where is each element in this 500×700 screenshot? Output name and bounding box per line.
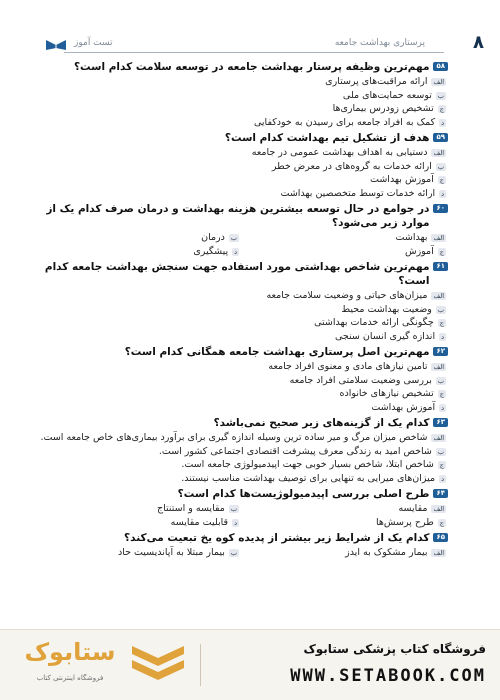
question-number-badge: ۶۲ [433,347,448,356]
question-number-badge: ۶۴ [433,489,448,498]
answer-option [38,102,446,116]
answer-option [245,516,446,530]
answer-option [38,374,446,388]
option-text: بیمار مشکوک به ایدز [345,547,428,558]
option-letter-badge: ب [230,549,237,557]
page-header [0,0,500,58]
answer-options [38,360,448,414]
option-text: توسعه حمایت‌های ملی [342,89,432,101]
option-letter-badge: ب [230,234,237,242]
answer-options [38,289,448,343]
option-text: ارائه خدمات به گروه‌های در معرض خطر [271,160,432,172]
option-text: ارائه مراقبت‌های پرستاری [325,76,428,87]
question-stem [38,345,448,359]
question-stem [38,531,448,545]
answer-option [245,546,446,560]
answer-option [245,502,446,516]
question-text: هدف از تشکیل تیم بهداشت کدام است؟ [224,132,430,144]
answer-option [38,458,446,472]
question-text: کدام یک از گزینه‌های زیر صحیح نمی‌باشد؟ [213,417,430,429]
question-item [38,345,448,414]
option-text: ارائه خدمات توسط متخصصین بهداشت [280,187,436,199]
option-letter-badge: ب [437,447,444,456]
question-number-badge: ۶۱ [433,262,448,271]
option-text: شاخص میزان مرگ و میر ساده ترین وسیله اندازه گیری برای برآورد بیماری‌های خاص جامعه است. [40,432,428,443]
question-stem [38,487,448,501]
question-item [38,202,448,258]
option-letter-badge: د [441,403,444,412]
answer-option [38,387,446,401]
answer-option [38,316,446,330]
book-title: پرستاری بهداشت جامعه [334,38,425,48]
option-text: دستیابی به اهداف بهداشت عمومی در جامعه [251,147,428,158]
answer-option [38,289,446,303]
option-text: میزان‌های حیاتی و وضعیت سلامت جامعه [266,290,428,301]
answer-options [38,431,448,485]
answer-option [245,245,446,259]
option-letter-badge: ج [439,247,444,256]
question-number-badge: ۵۸ [433,62,448,71]
answer-option [38,303,446,317]
option-text: آموزش بهداشت [371,401,436,413]
book-stack-logo-icon [128,640,188,686]
publisher-name: تست آموز [74,38,113,48]
question-stem [38,202,448,230]
answer-option [38,401,446,415]
answer-options [38,231,448,258]
option-letter-badge: الف [433,549,444,557]
answer-option [38,546,239,560]
option-letter-badge: د [234,247,237,256]
question-text: طرح اصلی بررسی اپیدمیولوژیست‌ها کدام است؟ [177,488,430,500]
option-letter-badge: د [441,332,444,341]
answer-option [38,231,239,245]
option-letter-badge: د [441,118,444,127]
option-letter-badge: الف [433,149,444,157]
header-divider [64,52,444,53]
question-text: کدام یک از شرایط زیر بیشتر از پدیده کوه یخ تبعیت می‌کند؟ [124,532,430,544]
option-text: آموزش بهداشت [370,174,434,185]
question-number-badge: ۵۹ [433,133,448,142]
option-letter-badge: ب [437,376,444,385]
option-text: اندازه گیری انسان سنجی [334,330,436,342]
option-text: آموزش [404,245,434,257]
answer-option [38,502,239,516]
question-item [38,260,448,343]
answer-option [38,146,446,160]
option-letter-badge: الف [433,505,444,513]
question-stem [38,416,448,430]
question-text: در جوامع در حال توسعه بیشترین هزینه بهداشت و درمان صرف کدام یک از موارد زیر می‌شود؟ [46,203,430,229]
question-stem [38,260,448,288]
answer-option [38,187,446,201]
question-number-badge: ۶۳ [433,418,448,427]
option-letter-badge: ب [230,505,237,513]
option-letter-badge: د [441,189,444,198]
question-item [38,531,448,560]
option-text: طرح پرسش‌ها [375,516,434,528]
question-list [38,60,448,630]
option-letter-badge: ج [439,461,444,469]
answer-options [38,75,448,129]
answer-option [38,245,239,259]
answer-option [38,360,446,374]
option-letter-badge: ج [439,518,444,527]
option-letter-badge: ج [439,105,444,113]
answer-option [38,472,446,486]
option-text: بررسی وضعیت سلامتی افراد جامعه [289,374,432,386]
question-stem [38,131,448,145]
question-item [38,487,448,529]
option-letter-badge: ب [437,305,444,314]
option-text: تشخیص نیازهای خانواده [339,388,434,399]
footer-banner[interactable] [0,629,500,700]
option-text: تشخیص زودرس بیماری‌ها [332,103,434,114]
option-letter-badge: ج [439,390,444,398]
option-text: بیمار مبتلا به آپاندیسیت حاد [117,547,225,558]
question-item [38,131,448,200]
answer-options [38,146,448,200]
option-text: پیشگیری [193,245,229,257]
publisher-logo-icon [44,36,68,52]
answer-option [38,445,446,459]
store-logo-text: ستابوک [24,638,116,666]
option-text: میزان‌های میرایی به تنهایی برای توصیف بهداشت مناسب نیستند. [181,472,436,484]
option-text: درمان [201,232,225,243]
option-letter-badge: ج [439,176,444,184]
option-letter-badge: ب [437,91,444,100]
store-url[interactable]: WWW.SETABOOK.COM [290,666,486,686]
question-number-badge: ۶۰ [433,204,448,213]
option-letter-badge: ج [439,319,444,327]
answer-option [38,160,446,174]
answer-options [38,546,448,560]
store-logo-subtitle: فروشگاه اینترنتی کتاب [36,674,104,682]
option-letter-badge: الف [433,292,444,300]
question-text: مهم‌ترین شاخص بهداشتی مورد استفاده جهت سنجش بهداشت جامعه کدام است؟ [44,261,430,287]
option-text: مقایسه و استنتاج [157,503,225,514]
question-stem [38,60,448,74]
question-text: مهم‌ترین اصل پرستاری بهداشت جامعه همگانی کدام است؟ [124,346,430,358]
answer-option [38,75,446,89]
option-text: تامین نیازهای مادی و معنوی افراد جامعه [268,361,428,372]
store-name: فروشگاه کتاب پزشکی ستابوک [303,642,486,656]
answer-options [38,502,448,529]
option-text: چگونگی ارائه خدمات بهداشتی [314,317,434,328]
answer-option [245,231,446,245]
option-text: بهداشت [395,232,428,243]
option-letter-badge: ب [437,162,444,171]
answer-option [38,89,446,103]
option-letter-badge: الف [433,234,444,242]
option-letter-badge: الف [433,363,444,371]
answer-option [38,116,446,130]
option-text: وضعیت بهداشت محیط [341,303,432,315]
answer-option [38,330,446,344]
question-item [38,60,448,129]
option-text: قابلیت مقایسه [170,516,229,528]
page-number: ۸ [473,32,484,53]
option-text: شاخص امید به زندگی معرف پیشرفت اقتصادی اجتماعی کشور است. [158,445,432,457]
option-letter-badge: الف [433,78,444,86]
option-text: مقایسه [398,503,428,514]
question-item [38,416,448,485]
option-text: کمک به افراد جامعه برای رسیدن به خودکفایی [254,116,436,128]
question-text: مهم‌ترین وظیفه پرستار بهداشت جامعه در توسعه سلامت کدام است؟ [73,61,430,73]
option-letter-badge: الف [433,434,444,442]
answer-option [38,516,239,530]
option-letter-badge: د [441,474,444,483]
option-letter-badge: د [234,518,237,527]
answer-option [38,173,446,187]
footer-divider [200,644,201,686]
answer-option [38,431,446,445]
question-number-badge: ۶۵ [433,533,448,542]
option-text: شاخص ابتلا، شاخص بسیار خوبی جهت اپیدمیولوژی جامعه است. [181,459,434,470]
